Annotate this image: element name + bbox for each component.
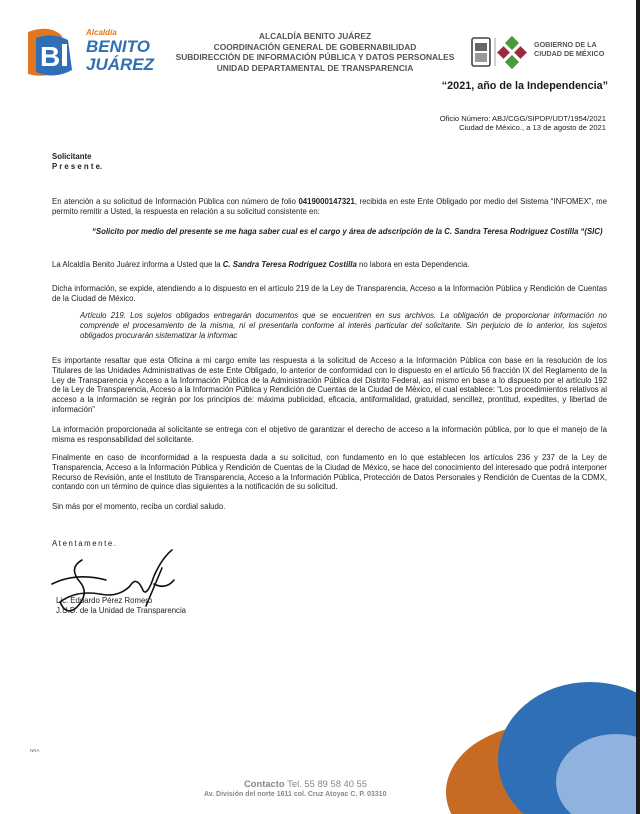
- contact-phone: Tel. 55 89 58 40 55: [287, 778, 367, 789]
- organization-header: [170, 31, 460, 73]
- page-edge: [636, 0, 640, 814]
- org-line: UNIDAD DEPARTAMENTAL DE TRANSPARENCIA: [216, 62, 414, 73]
- paragraph-response: La Alcaldía Benito Juárez informa a Usted que la C. Sandra Teresa Rodríguez Costilla no labora en esta Dependencia.: [52, 260, 470, 269]
- addressee: [52, 152, 102, 172]
- logo-small-text: Alcaldía: [86, 28, 117, 37]
- paragraph-responsibility: La información proporcionada al solicitante se entrega con el objetivo de garantizar el derecho de acceso a la información pública, por lo que el manejo de la misma es responsabilidad del solicitante.: [52, 425, 607, 444]
- svg-text:B: B: [40, 41, 61, 72]
- typist-initials: NRA: [30, 748, 40, 753]
- alcaldia-logo: [22, 26, 162, 82]
- person-name: C. Sandra Teresa Rodríguez Costilla: [222, 260, 357, 269]
- signer-title: J.U.D. de la Unidad de Transparencia: [56, 605, 187, 615]
- signer-name: Lic. Eduardo Pérez Romero: [56, 596, 153, 605]
- document-date: Ciudad de México., a 13 de agosto de 2021: [459, 123, 606, 133]
- document-reference: [360, 114, 606, 133]
- bj-logo-icon: [22, 26, 78, 80]
- request-quote: “Solicito por medio del presente se me haga saber cual es el cargo y área de adscripción de la C. Sandra Teresa Rodriguez Costilla “(SIC): [92, 227, 603, 236]
- footer-contact: [244, 778, 367, 789]
- cdmx-emblem-icon: [468, 34, 530, 70]
- org-line: SUBDIRECCIÓN DE INFORMACIÓN PÚBLICA Y DATOS PERSONALES: [175, 52, 455, 62]
- paragraph-farewell: Sin más por el momento, reciba un cordial saludo.: [52, 502, 226, 511]
- cdmx-line2: CIUDAD DE MÉXICO: [534, 48, 605, 58]
- signer-block: [56, 596, 186, 615]
- cdmx-line1: GOBIERNO DE LA: [534, 40, 597, 49]
- addressee-greeting: P r e s e n t e.: [52, 162, 103, 171]
- paragraph-resolution: Es importante resaltar que esta Oficina a mi cargo emite las respuesta a la solicitud de Acceso a la Información Pública con base en la resolución de los Titulares de las Unidades Administrativas de este Ente Obligado, lo anterior de conformidad con lo dispuesto en el artículo 56 fracción IX del Reglamento de la Ley de Transparencia y Acceso a la Información Pública de la Administración Pública del Distrito Federal, así mismo en base a lo dispuesto por el artículo 192 de la Ley de Transparencia, Acceso a la Información Pública y Rendición de Cuentas de la Ciudad de México, el cual establece: “Los procedimientos relativos al acceso a la información se regirán por los principios de: máxima publicidad, eficacia, antiformalidad, gratuidad, sencillez, prontitud, expedites, y libertad de información”: [52, 356, 607, 414]
- year-motto: “2021, año de la Independencia”: [441, 80, 608, 92]
- cdmx-logo: [468, 34, 618, 70]
- contact-label: Contacto: [244, 778, 285, 789]
- cdmx-text: [534, 41, 604, 58]
- decorative-corner-shapes: [440, 672, 636, 814]
- closing-label: Atentamente.: [52, 539, 118, 548]
- folio-number: 0419000147321: [298, 197, 355, 206]
- footer-address: Av. División del norte 1611 col. Cruz Atoyac C. P. 03310: [204, 791, 387, 798]
- addressee-name: Solicitante: [52, 152, 92, 161]
- logo-line2: JUÁREZ: [86, 55, 155, 74]
- org-line: COORDINACIÓN GENERAL DE GOBERNABILIDAD: [213, 41, 417, 52]
- logo-line1: BENITO: [86, 37, 150, 56]
- paragraph-appeal: Finalmente en caso de inconformidad a la respuesta dada a su solicitud, con fundamento en lo que establecen los artículos 236 y 237 de la Ley de Transparencia, Acceso a la Información Pública y Rendición de Cuentas de la Ciudad de México, se hace del conocimiento del interesado que podrá interponer Recurso de Revisión, ante el Instituto de Transparencia, Acceso a la Información Pública, Protección de Datos Personales y Rendición de Cuentas de la CDMX, contando con un término de quince días siguientes a la notificación de su solicitud.: [52, 453, 607, 492]
- org-line: ALCALDÍA BENITO JUÁREZ: [258, 31, 372, 41]
- oficio-number: Oficio Número: ABJ/CGG/SIPDP/UDT/1954/2021: [439, 114, 606, 123]
- logo-name: [86, 38, 176, 74]
- article-219-quote: Artículo 219. Los sujetos obligados entregarán documentos que se encuentren en sus archivos. La obligación de proporcionar información no comprende el procesamiento de la misma, ni el presentarla conforme al interés particular del solicitante. Sin perjuicio de lo anterior, los sujetos obligados procurarán sistematizar la informac: [80, 311, 607, 340]
- paragraph-intro: En atención a su solicitud de Información Pública con número de folio 0419000147321, recibida en este Ente Obligado por medio del Sistema “INFOMEX”, me permito remitir a Usted, la respuesta en relación a su solicitud consistente en:: [52, 197, 607, 216]
- paragraph-legal-basis: Dicha información, se expide, atendiendo a lo dispuesto en el artículo 219 de la Ley de Transparencia, Acceso a la Información Pública y Rendición de Cuentas de la Ciudad de México.: [52, 284, 607, 303]
